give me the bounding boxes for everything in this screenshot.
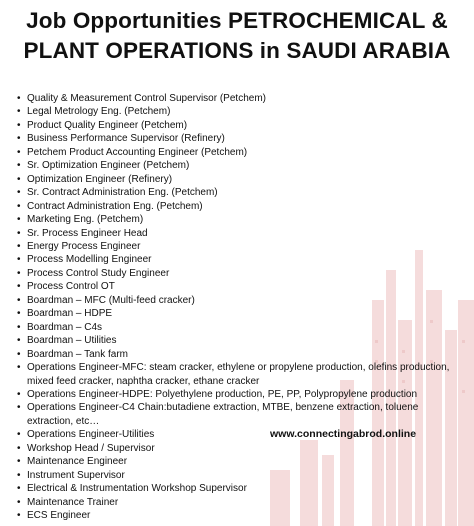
job-list-item: • Boardman – Tank farm bbox=[17, 348, 467, 361]
job-list-item: • Business Performance Supervisor (Refinery) bbox=[17, 132, 467, 145]
job-list-item: • Maintenance Engineer bbox=[17, 455, 467, 468]
job-list-item: • Sr. Process Engineer Head bbox=[17, 227, 467, 240]
job-list-item: • Operations Engineer-MFC: steam cracker, ethylene or propylene production, olefins production, mixed feed cracker, naphtha cracker, ethane cracker bbox=[17, 361, 467, 388]
job-list-item: • Product Quality Engineer (Petchem) bbox=[17, 119, 467, 132]
job-list-item: • Legal Metrology Eng. (Petchem) bbox=[17, 105, 467, 118]
job-list-item: • Process Control Study Engineer bbox=[17, 267, 467, 280]
job-list-item: • Energy Process Engineer bbox=[17, 240, 467, 253]
job-list-item: • Instrument Supervisor bbox=[17, 469, 467, 482]
page-title bbox=[0, 6, 474, 66]
job-list-item: • Operations Engineer-C4 Chain:butadiene extraction, MTBE, benzene extraction, toluene extraction, etc… bbox=[17, 401, 467, 428]
job-list-item: • Operations Engineer-Utilities bbox=[17, 428, 467, 441]
job-list-item: • Optimization Engineer (Refinery) bbox=[17, 173, 467, 186]
job-list-item: • Petchem Product Accounting Engineer (Petchem) bbox=[17, 146, 467, 159]
job-list-item: • Contract Administration Eng. (Petchem) bbox=[17, 200, 467, 213]
job-list-item: • Process Modelling Engineer bbox=[17, 253, 467, 266]
job-list-item: • Operations Engineer-HDPE: Polyethylene production, PE, PP, Polypropylene production bbox=[17, 388, 467, 401]
job-list-item: • Boardman – HDPE bbox=[17, 307, 467, 320]
job-list-item: • Boardman – Utilities bbox=[17, 334, 467, 347]
job-list-item: • Sr. Contract Administration Eng. (Petchem) bbox=[17, 186, 467, 199]
job-list-item: • Boardman – C4s bbox=[17, 321, 467, 334]
job-list-item: • Marketing Eng. (Petchem) bbox=[17, 213, 467, 226]
job-list bbox=[17, 92, 467, 523]
job-list-item: • Maintenance Trainer bbox=[17, 496, 467, 509]
job-list-item: • Boardman – MFC (Multi-feed cracker) bbox=[17, 294, 467, 307]
job-list-item: • ECS Engineer bbox=[17, 509, 467, 522]
title-line-1: Job Opportunities PETROCHEMICAL & bbox=[26, 8, 448, 33]
job-list-item: • Sr. Optimization Engineer (Petchem) bbox=[17, 159, 467, 172]
title-line-2: PLANT OPERATIONS in SAUDI ARABIA bbox=[23, 38, 451, 63]
website-url: www.connectingabrod.online bbox=[270, 428, 417, 440]
job-list-item: • Electrical & Instrumentation Workshop Supervisor bbox=[17, 482, 467, 495]
job-list-item: • Workshop Head / Supervisor bbox=[17, 442, 467, 455]
job-list-item: • Quality & Measurement Control Supervisor (Petchem) bbox=[17, 92, 467, 105]
job-list-item: • Process Control OT bbox=[17, 280, 467, 293]
